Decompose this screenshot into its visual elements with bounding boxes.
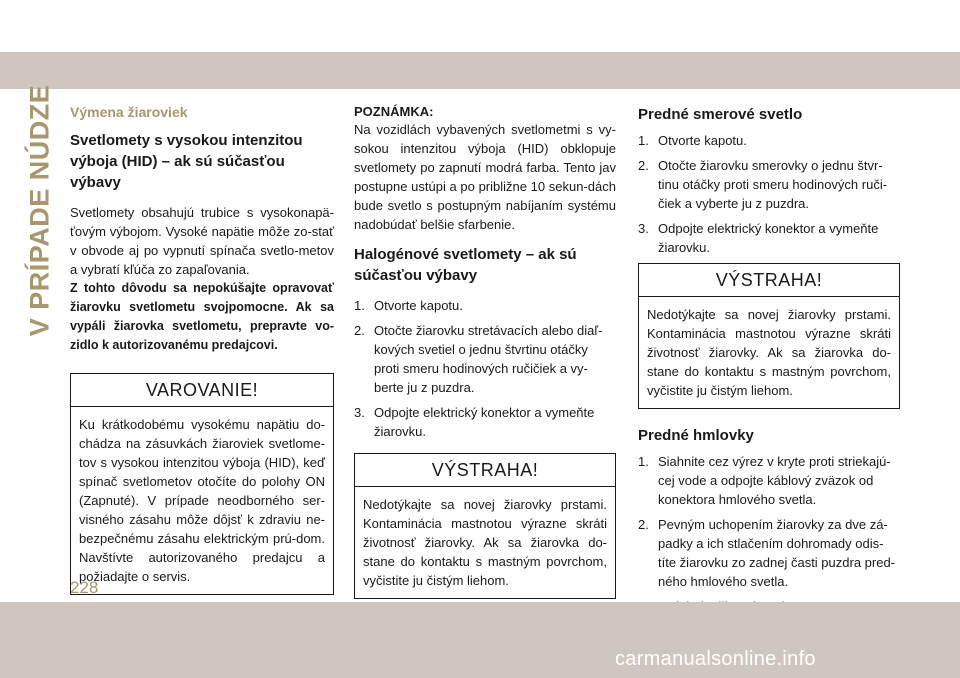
vystraha-text: Nedotýkajte sa novej žiarovky prstami. Kontaminácia mastnotou výrazne skráti životnosť žiarovky. Ak sa žiarovka do-stane do kontaktu s mastným povrchom, vyčistite ju čistým liehom. — [363, 497, 607, 588]
step-number: 3. — [354, 405, 365, 420]
turn-signal-heading: Predné smerové svetlo — [638, 106, 803, 123]
column-2 — [354, 100, 616, 599]
step-number: 2. — [354, 323, 365, 338]
step-text: Siahnite cez výrez v kryte proti striekajú-cej vode a odpojte káblový zväzok od konektora hmlového svetla. — [658, 454, 891, 507]
step-number: 1. — [638, 133, 649, 148]
list-item — [638, 219, 900, 257]
halogen-steps-list — [354, 296, 616, 441]
list-item — [638, 131, 900, 150]
vystraha-text: Nedotýkajte sa novej žiarovky prstami. Kontaminácia mastnotou výrazne skráti životnosť žiarovky. Ak sa žiarovka do-stane do kontaktu s mastným povrchom, vyčistite ju čistým liehom. — [647, 307, 891, 398]
note-text: Na vozidlách vybavených svetlometmi s vy-sokou intenzitou výboja (HID) obklopuje svetlomety po zapnutí modrá farba. Tento jav postupne ustúpi a po približne 10 sekun-dách bude svetlo s postupným nabíjaním systému nadobúdať belšie sfarbenie. — [354, 122, 616, 232]
step-number: 1. — [354, 298, 365, 313]
section-title: Výmena žiaroviek — [70, 104, 188, 120]
hid-bold-instruction: Z tohto dôvodu sa nepokúšajte opravovať žiarovku svetlometu svojpomocne. Ak sa vypáli žiarovka svetlometu, prepravte vo-zidlo k autorizovanému predajcovi. — [70, 281, 334, 352]
page-number: 228 — [70, 578, 99, 597]
turn-signal-steps-list — [638, 131, 900, 257]
list-item — [354, 403, 616, 441]
step-text: Otvorte kapotu. — [374, 298, 463, 313]
step-number: 2. — [638, 517, 649, 532]
halogen-headlamps-heading: Halogénové svetlomety – ak sú súčasťou výbavy — [354, 246, 577, 284]
step-text: Odpojte elektrický konektor a vymeňte žiarovku. — [658, 221, 879, 255]
vystraha-title: VÝSTRAHA! — [639, 264, 899, 297]
footer-band — [0, 602, 960, 678]
list-item — [638, 452, 900, 509]
chapter-side-tab-label: V PRÍPADE NÚDZE — [24, 84, 55, 336]
list-item — [354, 296, 616, 315]
note-title: POZNÁMKA: — [354, 104, 434, 119]
hid-description: Svetlomety obsahujú trubice s vysokonapä-ťovým výbojom. Vysoké napätie môže zo-stať v obvode aj po vypnutí spínača svetlo-metov a vybratí kľúča zo zapaľovania. — [70, 205, 334, 277]
header-band — [0, 52, 960, 89]
vystraha-box — [638, 263, 900, 409]
step-text: Pevným uchopením žiarovky za dve zá-padky a ich stlačením dohromady odis-títe žiarovku zo zadnej časti puzdra pred-ného hmlového svetla. — [658, 517, 896, 589]
column-3 — [638, 100, 900, 641]
step-text: Otočte žiarovku stretávacích alebo diaľ-kových svetiel o jednu štvrtinu otáčky proti smeru hodinových ručičiek a vy-berte ju z puzdra. — [374, 323, 603, 395]
step-number: 3. — [638, 221, 649, 236]
varovanie-box — [70, 373, 334, 595]
varovanie-title: VAROVANIE! — [71, 374, 333, 407]
fog-lamps-heading: Predné hmlovky — [638, 427, 754, 444]
vystraha-box — [354, 453, 616, 599]
column-1 — [70, 100, 334, 595]
list-item — [638, 156, 900, 213]
chapter-side-tab — [22, 84, 58, 336]
step-text: Otvorte kapotu. — [658, 133, 747, 148]
list-item — [638, 515, 900, 591]
vystraha-title: VÝSTRAHA! — [355, 454, 615, 487]
watermark: carmanualsonline.info — [615, 648, 816, 670]
varovanie-text: Ku krátkodobému vysokému napätiu do-chádza na zásuvkách žiaroviek svetlome-tov s vysokou intenzitou výboja (HID), keď spínač svetlometov otočíte do polohy ON (Zapnuté). V prípade neodborného ser-visného zásahu môže dôjsť k zdraviu ne-bezpečnému zásahu elektrickým prú-dom. Navštívte autorizovaného predajcu a požiadajte o servis. — [79, 417, 325, 584]
hid-headlamps-heading: Svetlomety s vysokou intenzitou výboja (HID) – ak sú súčasťou výbavy — [70, 132, 303, 191]
step-text: Odpojte elektrický konektor a vymeňte žiarovku. — [374, 405, 595, 439]
step-text: Otočte žiarovku smerovky o jednu štvr-tinu otáčky proti smeru hodinových ruči-čiek a vyberte ju z puzdra. — [658, 158, 888, 211]
list-item — [354, 321, 616, 397]
step-number: 2. — [638, 158, 649, 173]
step-number: 1. — [638, 454, 649, 469]
